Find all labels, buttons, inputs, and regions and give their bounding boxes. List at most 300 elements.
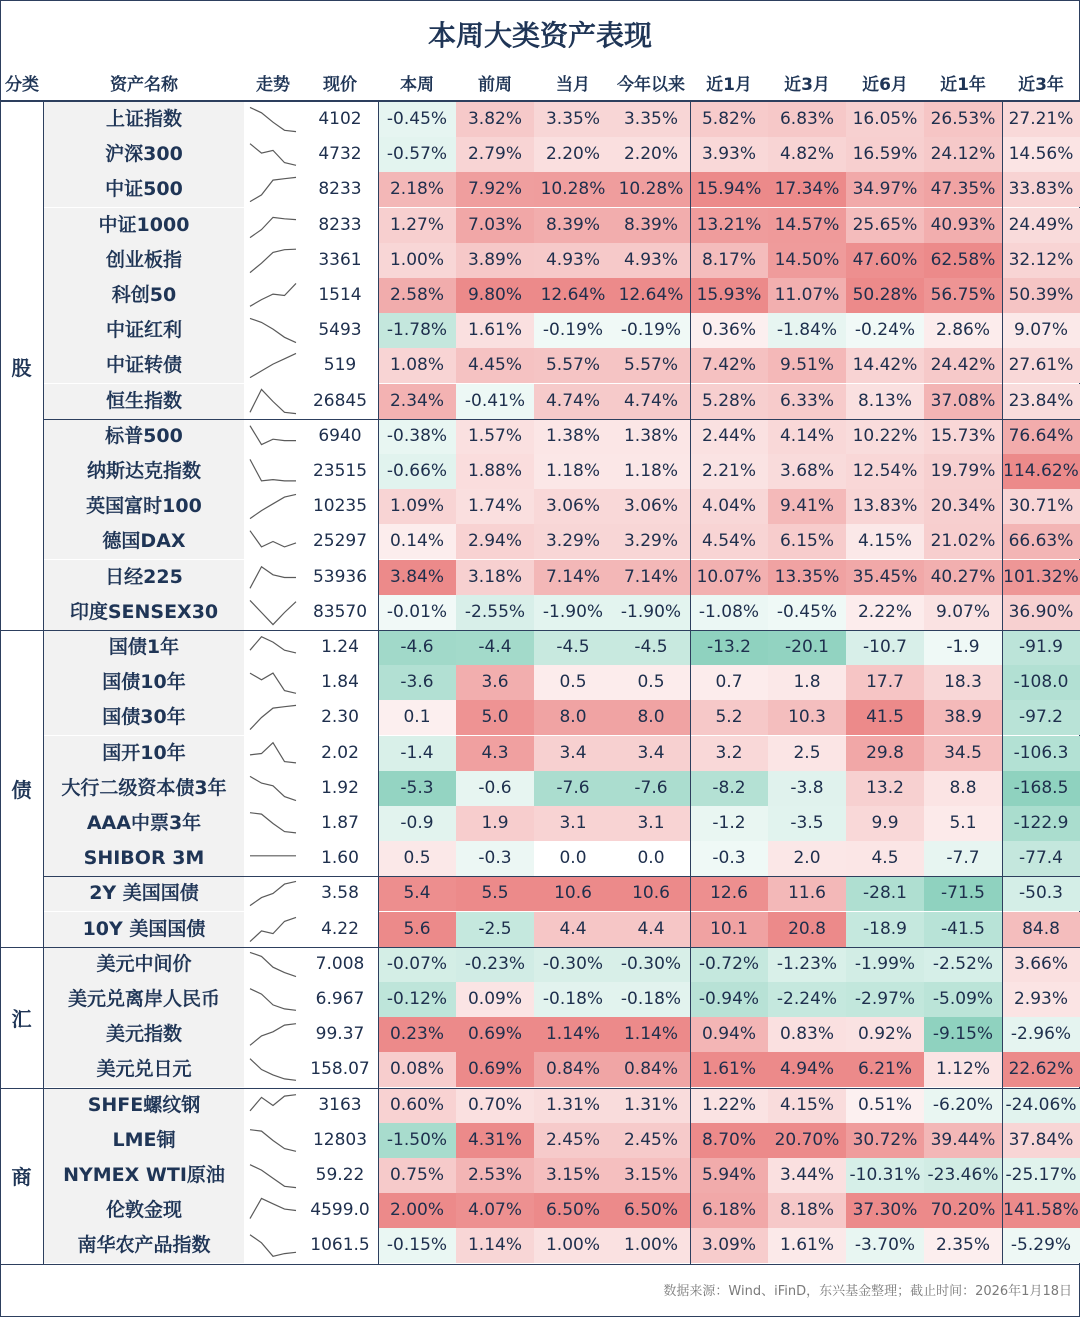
trend-sparkline (244, 912, 302, 947)
current-price: 10235 (312, 496, 368, 517)
current-price: 5493 (318, 320, 362, 341)
return-cell: 4.93% (534, 243, 612, 278)
return-cell: 7.14% (534, 560, 612, 595)
return-cell: 5.6 (378, 912, 456, 947)
current-price: 25297 (312, 531, 368, 552)
return-cell: 0.84% (612, 1052, 690, 1087)
return-cell: 8.39% (534, 208, 612, 243)
current-price: 1514 (318, 285, 362, 305)
return-cell: 13.35% (768, 560, 846, 595)
current-price: 23515 (312, 461, 368, 481)
return-cell: 141.58% (1002, 1193, 1080, 1228)
return-cell: 0.83% (768, 1017, 846, 1052)
return-cell: 20.8 (768, 912, 846, 947)
column-divider (378, 102, 379, 1264)
return-cell: -7.6 (534, 771, 612, 806)
trend-sparkline (244, 876, 302, 911)
return-cell: 3.6 (456, 665, 534, 700)
return-cell: -0.18% (612, 982, 690, 1017)
section-divider (0, 947, 1080, 948)
return-cell: 14.50% (768, 243, 846, 278)
asset-name: 英国富时100 (44, 489, 244, 524)
trend-sparkline (244, 1158, 302, 1193)
return-cell: 10.3 (768, 700, 846, 735)
return-cell: 12.6 (690, 876, 768, 911)
return-cell: 3.44% (768, 1158, 846, 1193)
return-cell: 1.61% (768, 1228, 846, 1263)
return-cell: 0.7 (690, 665, 768, 700)
return-cell: -4.6 (378, 630, 456, 665)
asset-name: 中证红利 (44, 313, 244, 348)
current-price: 158.07 (310, 1059, 370, 1080)
asset-name: 国债10年 (44, 665, 244, 700)
return-cell: -0.41% (456, 384, 534, 419)
table-row (0, 736, 1080, 771)
asset-name: 纳斯达克指数 (44, 454, 244, 489)
return-cell: -41.5 (924, 912, 1002, 947)
return-cell: 3.06% (534, 489, 612, 524)
return-cell: 2.79% (456, 137, 534, 172)
return-cell: 7.42% (690, 348, 768, 383)
return-cell: 1.57% (456, 419, 534, 454)
return-cell: 1.27% (378, 208, 456, 243)
return-cell: 0.0 (534, 841, 612, 876)
return-cell: -1.90% (612, 595, 690, 630)
return-cell: -1.84% (768, 313, 846, 348)
return-cell: -10.31% (846, 1158, 924, 1193)
return-cell: 1.14% (612, 1017, 690, 1052)
return-cell: 84.8 (1002, 912, 1080, 947)
return-cell: 8.39% (612, 208, 690, 243)
asset-name: 国开10年 (44, 736, 244, 771)
return-cell: 0.08% (378, 1052, 456, 1087)
return-cell: 3.1 (612, 806, 690, 841)
current-price: 3361 (318, 249, 362, 270)
subsection-divider (44, 876, 1080, 877)
return-cell: 8.70% (690, 1123, 768, 1158)
return-cell: 0.5 (612, 665, 690, 700)
trend-sparkline (244, 243, 302, 278)
return-cell: -97.2 (1002, 700, 1080, 735)
return-cell: 4.15% (846, 524, 924, 559)
return-cell: 0.51% (846, 1088, 924, 1123)
asset-name: 美元指数 (44, 1017, 244, 1052)
return-cell: 1.38% (534, 419, 612, 454)
return-cell: 3.15% (612, 1158, 690, 1193)
header-row (0, 68, 1080, 102)
return-cell: 2.5 (768, 736, 846, 771)
current-price: 6.967 (315, 989, 365, 1009)
return-cell: 4.31% (456, 1123, 534, 1158)
trend-sparkline (244, 1228, 302, 1263)
return-cell: -1.90% (534, 595, 612, 630)
return-cell: 5.57% (612, 348, 690, 383)
return-cell: 3.4 (612, 736, 690, 771)
page-title: 本周大类资产表现 (427, 19, 652, 52)
table-row (0, 172, 1080, 207)
table-row (0, 208, 1080, 243)
return-cell: 4.54% (690, 524, 768, 559)
return-cell: -1.78% (378, 313, 456, 348)
table-row (0, 1088, 1080, 1123)
return-cell: -0.6 (456, 771, 534, 806)
return-cell: -2.96% (1002, 1017, 1080, 1052)
table-row (0, 560, 1080, 595)
return-cell: -1.2 (690, 806, 768, 841)
return-cell: -9.15% (924, 1017, 1002, 1052)
return-cell: 12.64% (612, 278, 690, 313)
table-row (0, 243, 1080, 278)
return-cell: -91.9 (1002, 630, 1080, 665)
return-cell: 9.51% (768, 348, 846, 383)
return-cell: 22.62% (1002, 1052, 1080, 1087)
return-cell: 5.1 (924, 806, 1002, 841)
return-cell: 9.07% (924, 595, 1002, 630)
return-cell: 0.09% (456, 982, 534, 1017)
return-cell: 9.41% (768, 489, 846, 524)
return-cell: 14.42% (846, 348, 924, 383)
return-cell: 1.31% (612, 1088, 690, 1123)
return-cell: 3.29% (612, 524, 690, 559)
asset-name: 印度SENSEX30 (44, 595, 244, 630)
return-cell: -2.24% (768, 982, 846, 1017)
return-cell: 3.1 (534, 806, 612, 841)
asset-name: NYMEX WTI原油 (44, 1158, 244, 1193)
return-cell: 70.20% (924, 1193, 1002, 1228)
return-cell: 1.00% (534, 1228, 612, 1263)
return-cell: 1.74% (456, 489, 534, 524)
return-cell: 18.3 (924, 665, 1002, 700)
return-cell: 3.89% (456, 243, 534, 278)
asset-name: 恒生指数 (44, 384, 244, 419)
return-cell: 37.08% (924, 384, 1002, 419)
return-cell: -0.15% (378, 1228, 456, 1263)
trend-sparkline (244, 454, 302, 489)
current-price: 1.87 (321, 813, 359, 833)
column-header: 近3年 (1018, 75, 1064, 95)
return-cell: -2.52% (924, 947, 1002, 982)
asset-name: 标普500 (44, 419, 244, 454)
return-cell: 1.14% (534, 1017, 612, 1052)
return-cell: 32.12% (1002, 243, 1080, 278)
return-cell: 62.58% (924, 243, 1002, 278)
table-row (0, 982, 1080, 1017)
return-cell: 10.22% (846, 419, 924, 454)
table-row (0, 841, 1080, 876)
return-cell: 50.28% (846, 278, 924, 313)
return-cell: 3.82% (456, 102, 534, 137)
return-cell: 1.08% (378, 348, 456, 383)
trend-sparkline (244, 947, 302, 982)
return-cell: -168.5 (1002, 771, 1080, 806)
column-header: 近3月 (784, 75, 830, 95)
return-cell: 6.15% (768, 524, 846, 559)
current-price: 1.92 (321, 777, 359, 798)
return-cell: 30.72% (846, 1123, 924, 1158)
return-cell: 16.05% (846, 102, 924, 137)
return-cell: 2.0 (768, 841, 846, 876)
return-cell: 8.17% (690, 243, 768, 278)
return-cell: -6.20% (924, 1088, 1002, 1123)
return-cell: -0.07% (378, 947, 456, 982)
return-cell: 10.28% (534, 172, 612, 207)
table-row (0, 454, 1080, 489)
return-cell: 3.18% (456, 560, 534, 595)
current-price: 4.22 (321, 918, 359, 939)
return-cell: 56.75% (924, 278, 1002, 313)
return-cell: 33.83% (1002, 172, 1080, 207)
return-cell: 39.44% (924, 1123, 1002, 1158)
return-cell: -0.30% (612, 947, 690, 982)
asset-name: 美元中间价 (44, 947, 244, 982)
return-cell: -3.8 (768, 771, 846, 806)
return-cell: 3.93% (690, 137, 768, 172)
current-price: 53936 (312, 566, 368, 587)
asset-name: SHIBOR 3M (44, 841, 244, 876)
trend-sparkline (244, 1193, 302, 1228)
return-cell: 13.83% (846, 489, 924, 524)
trend-sparkline (244, 489, 302, 524)
return-cell: -0.23% (456, 947, 534, 982)
return-cell: 11.6 (768, 876, 846, 911)
trend-sparkline (244, 1017, 302, 1052)
table-bottom-border (0, 1264, 1080, 1265)
return-cell: -77.4 (1002, 841, 1080, 876)
return-cell: 47.60% (846, 243, 924, 278)
return-cell: 76.64% (1002, 419, 1080, 454)
table-row (0, 771, 1080, 806)
current-price: 1061.5 (310, 1235, 370, 1256)
return-cell: 4.74% (612, 384, 690, 419)
current-price: 2.02 (321, 742, 359, 763)
return-cell: 40.93% (924, 208, 1002, 243)
current-price: 1.60 (321, 848, 359, 869)
category-label: 债 (0, 630, 44, 947)
return-cell: 0.0 (612, 841, 690, 876)
return-cell: -0.24% (846, 313, 924, 348)
current-price: 26845 (312, 390, 368, 411)
return-cell: 1.88% (456, 454, 534, 489)
return-cell: 6.21% (846, 1052, 924, 1087)
table-row (0, 665, 1080, 700)
asset-name: 10Y 美国国债 (44, 912, 244, 947)
table-row (0, 1158, 1080, 1193)
current-price: 83570 (312, 601, 368, 622)
return-cell: -71.5 (924, 876, 1002, 911)
column-header: 现价 (323, 75, 357, 95)
category-label: 汇 (0, 947, 44, 1088)
trend-sparkline (244, 736, 302, 771)
asset-name: 大行二级资本债3年 (44, 771, 244, 806)
asset-name: 中证转债 (44, 348, 244, 383)
return-cell: -108.0 (1002, 665, 1080, 700)
return-cell: 4.93% (612, 243, 690, 278)
return-cell: 9.07% (1002, 313, 1080, 348)
column-divider (1002, 102, 1003, 1264)
return-cell: 24.42% (924, 348, 1002, 383)
return-cell: 24.49% (1002, 208, 1080, 243)
current-price: 7.008 (315, 953, 365, 974)
return-cell: -0.19% (534, 313, 612, 348)
table-row (0, 313, 1080, 348)
return-cell: -0.45% (768, 595, 846, 630)
return-cell: 114.62% (1002, 454, 1080, 489)
trend-sparkline (244, 841, 302, 876)
return-cell: -0.3 (690, 841, 768, 876)
asset-name: 美元兑日元 (44, 1052, 244, 1087)
table-row (0, 947, 1080, 982)
return-cell: 10.6 (534, 876, 612, 911)
table-row (0, 1052, 1080, 1087)
return-cell: 2.00% (378, 1193, 456, 1228)
return-cell: 29.8 (846, 736, 924, 771)
trend-sparkline (244, 313, 302, 348)
asset-performance-table (0, 68, 1080, 1265)
asset-name: 美元兑离岸人民币 (44, 982, 244, 1017)
return-cell: 0.60% (378, 1088, 456, 1123)
column-header: 近1年 (940, 75, 986, 95)
return-cell: -0.18% (534, 982, 612, 1017)
return-cell: -8.2 (690, 771, 768, 806)
return-cell: 5.2 (690, 700, 768, 735)
return-cell: 7.14% (612, 560, 690, 595)
return-cell: 6.50% (612, 1193, 690, 1228)
trend-sparkline (244, 595, 302, 630)
asset-name: 中证500 (44, 172, 244, 207)
current-price: 4599.0 (310, 1200, 370, 1221)
asset-name: 南华农产品指数 (44, 1228, 244, 1263)
return-cell: -10.7 (846, 630, 924, 665)
return-cell: 2.21% (690, 454, 768, 489)
trend-sparkline (244, 665, 302, 700)
return-cell: 3.06% (612, 489, 690, 524)
asset-name: 沪深300 (44, 137, 244, 172)
return-cell: 2.94% (456, 524, 534, 559)
section-divider (0, 1088, 1080, 1089)
table-row (0, 137, 1080, 172)
table-row (0, 630, 1080, 665)
current-price: 6940 (318, 425, 362, 446)
asset-name: AAA中票3年 (44, 806, 244, 841)
return-cell: 0.94% (690, 1017, 768, 1052)
return-cell: -1.50% (378, 1123, 456, 1158)
return-cell: 12.54% (846, 454, 924, 489)
return-cell: 1.18% (534, 454, 612, 489)
asset-name: 中证1000 (44, 208, 244, 243)
return-cell: 1.38% (612, 419, 690, 454)
return-cell: 3.29% (534, 524, 612, 559)
return-cell: -106.3 (1002, 736, 1080, 771)
return-cell: 9.9 (846, 806, 924, 841)
asset-name: 国债30年 (44, 700, 244, 735)
return-cell: -1.23% (768, 947, 846, 982)
return-cell: 3.68% (768, 454, 846, 489)
trend-sparkline (244, 982, 302, 1017)
trend-sparkline (244, 1052, 302, 1087)
return-cell: 2.58% (378, 278, 456, 313)
trend-sparkline (244, 419, 302, 454)
asset-name: 2Y 美国国债 (44, 876, 244, 911)
return-cell: -1.4 (378, 736, 456, 771)
return-cell: -3.5 (768, 806, 846, 841)
return-cell: -0.3 (456, 841, 534, 876)
trend-sparkline (244, 348, 302, 383)
return-cell: 3.4 (534, 736, 612, 771)
return-cell: 5.82% (690, 102, 768, 137)
return-cell: 4.4 (534, 912, 612, 947)
source-note: 数据来源：Wind、iFinD，东兴基金整理；截止时间：2026年1月18日 (663, 1284, 1072, 1299)
return-cell: 10.1 (690, 912, 768, 947)
return-cell: 0.92% (846, 1017, 924, 1052)
return-cell: 19.79% (924, 454, 1002, 489)
return-cell: 9.80% (456, 278, 534, 313)
column-header: 本周 (400, 75, 434, 95)
return-cell: -4.4 (456, 630, 534, 665)
return-cell: -3.70% (846, 1228, 924, 1263)
return-cell: -0.45% (378, 102, 456, 137)
return-cell: 24.12% (924, 137, 1002, 172)
return-cell: 40.27% (924, 560, 1002, 595)
return-cell: 17.7 (846, 665, 924, 700)
section-divider (0, 630, 1080, 631)
column-header: 资产名称 (110, 75, 178, 95)
return-cell: 21.02% (924, 524, 1002, 559)
return-cell: 38.9 (924, 700, 1002, 735)
return-cell: 3.09% (690, 1228, 768, 1263)
return-cell: 4.3 (456, 736, 534, 771)
return-cell: 37.30% (846, 1193, 924, 1228)
table-row (0, 489, 1080, 524)
return-cell: 1.18% (612, 454, 690, 489)
return-cell: 0.23% (378, 1017, 456, 1052)
current-price: 8233 (318, 179, 362, 200)
trend-sparkline (244, 560, 302, 595)
return-cell: 50.39% (1002, 278, 1080, 313)
table-row (0, 700, 1080, 735)
return-cell: 8.8 (924, 771, 1002, 806)
table-row (0, 102, 1080, 137)
asset-name: 科创50 (44, 278, 244, 313)
asset-name: 日经225 (44, 560, 244, 595)
current-price: 3.58 (321, 883, 359, 904)
trend-sparkline (244, 806, 302, 841)
return-cell: 5.5 (456, 876, 534, 911)
trend-sparkline (244, 1123, 302, 1158)
category-label: 商 (0, 1088, 44, 1264)
asset-name: LME铜 (44, 1123, 244, 1158)
trend-sparkline (244, 524, 302, 559)
trend-sparkline (244, 137, 302, 172)
current-price: 2.30 (321, 707, 359, 728)
return-cell: 15.93% (690, 278, 768, 313)
return-cell: 1.31% (534, 1088, 612, 1123)
asset-name: 伦敦金现 (44, 1193, 244, 1228)
current-price: 1.24 (321, 637, 359, 657)
table-row (0, 595, 1080, 630)
return-cell: 0.75% (378, 1158, 456, 1193)
return-cell: -7.7 (924, 841, 1002, 876)
return-cell: -122.9 (1002, 806, 1080, 841)
return-cell: 6.50% (534, 1193, 612, 1228)
return-cell: 13.21% (690, 208, 768, 243)
return-cell: 6.18% (690, 1193, 768, 1228)
return-cell: -2.55% (456, 595, 534, 630)
asset-name: SHFE螺纹钢 (44, 1088, 244, 1123)
return-cell: 2.53% (456, 1158, 534, 1193)
return-cell: 7.92% (456, 172, 534, 207)
column-divider (690, 102, 691, 1264)
return-cell: -20.1 (768, 630, 846, 665)
